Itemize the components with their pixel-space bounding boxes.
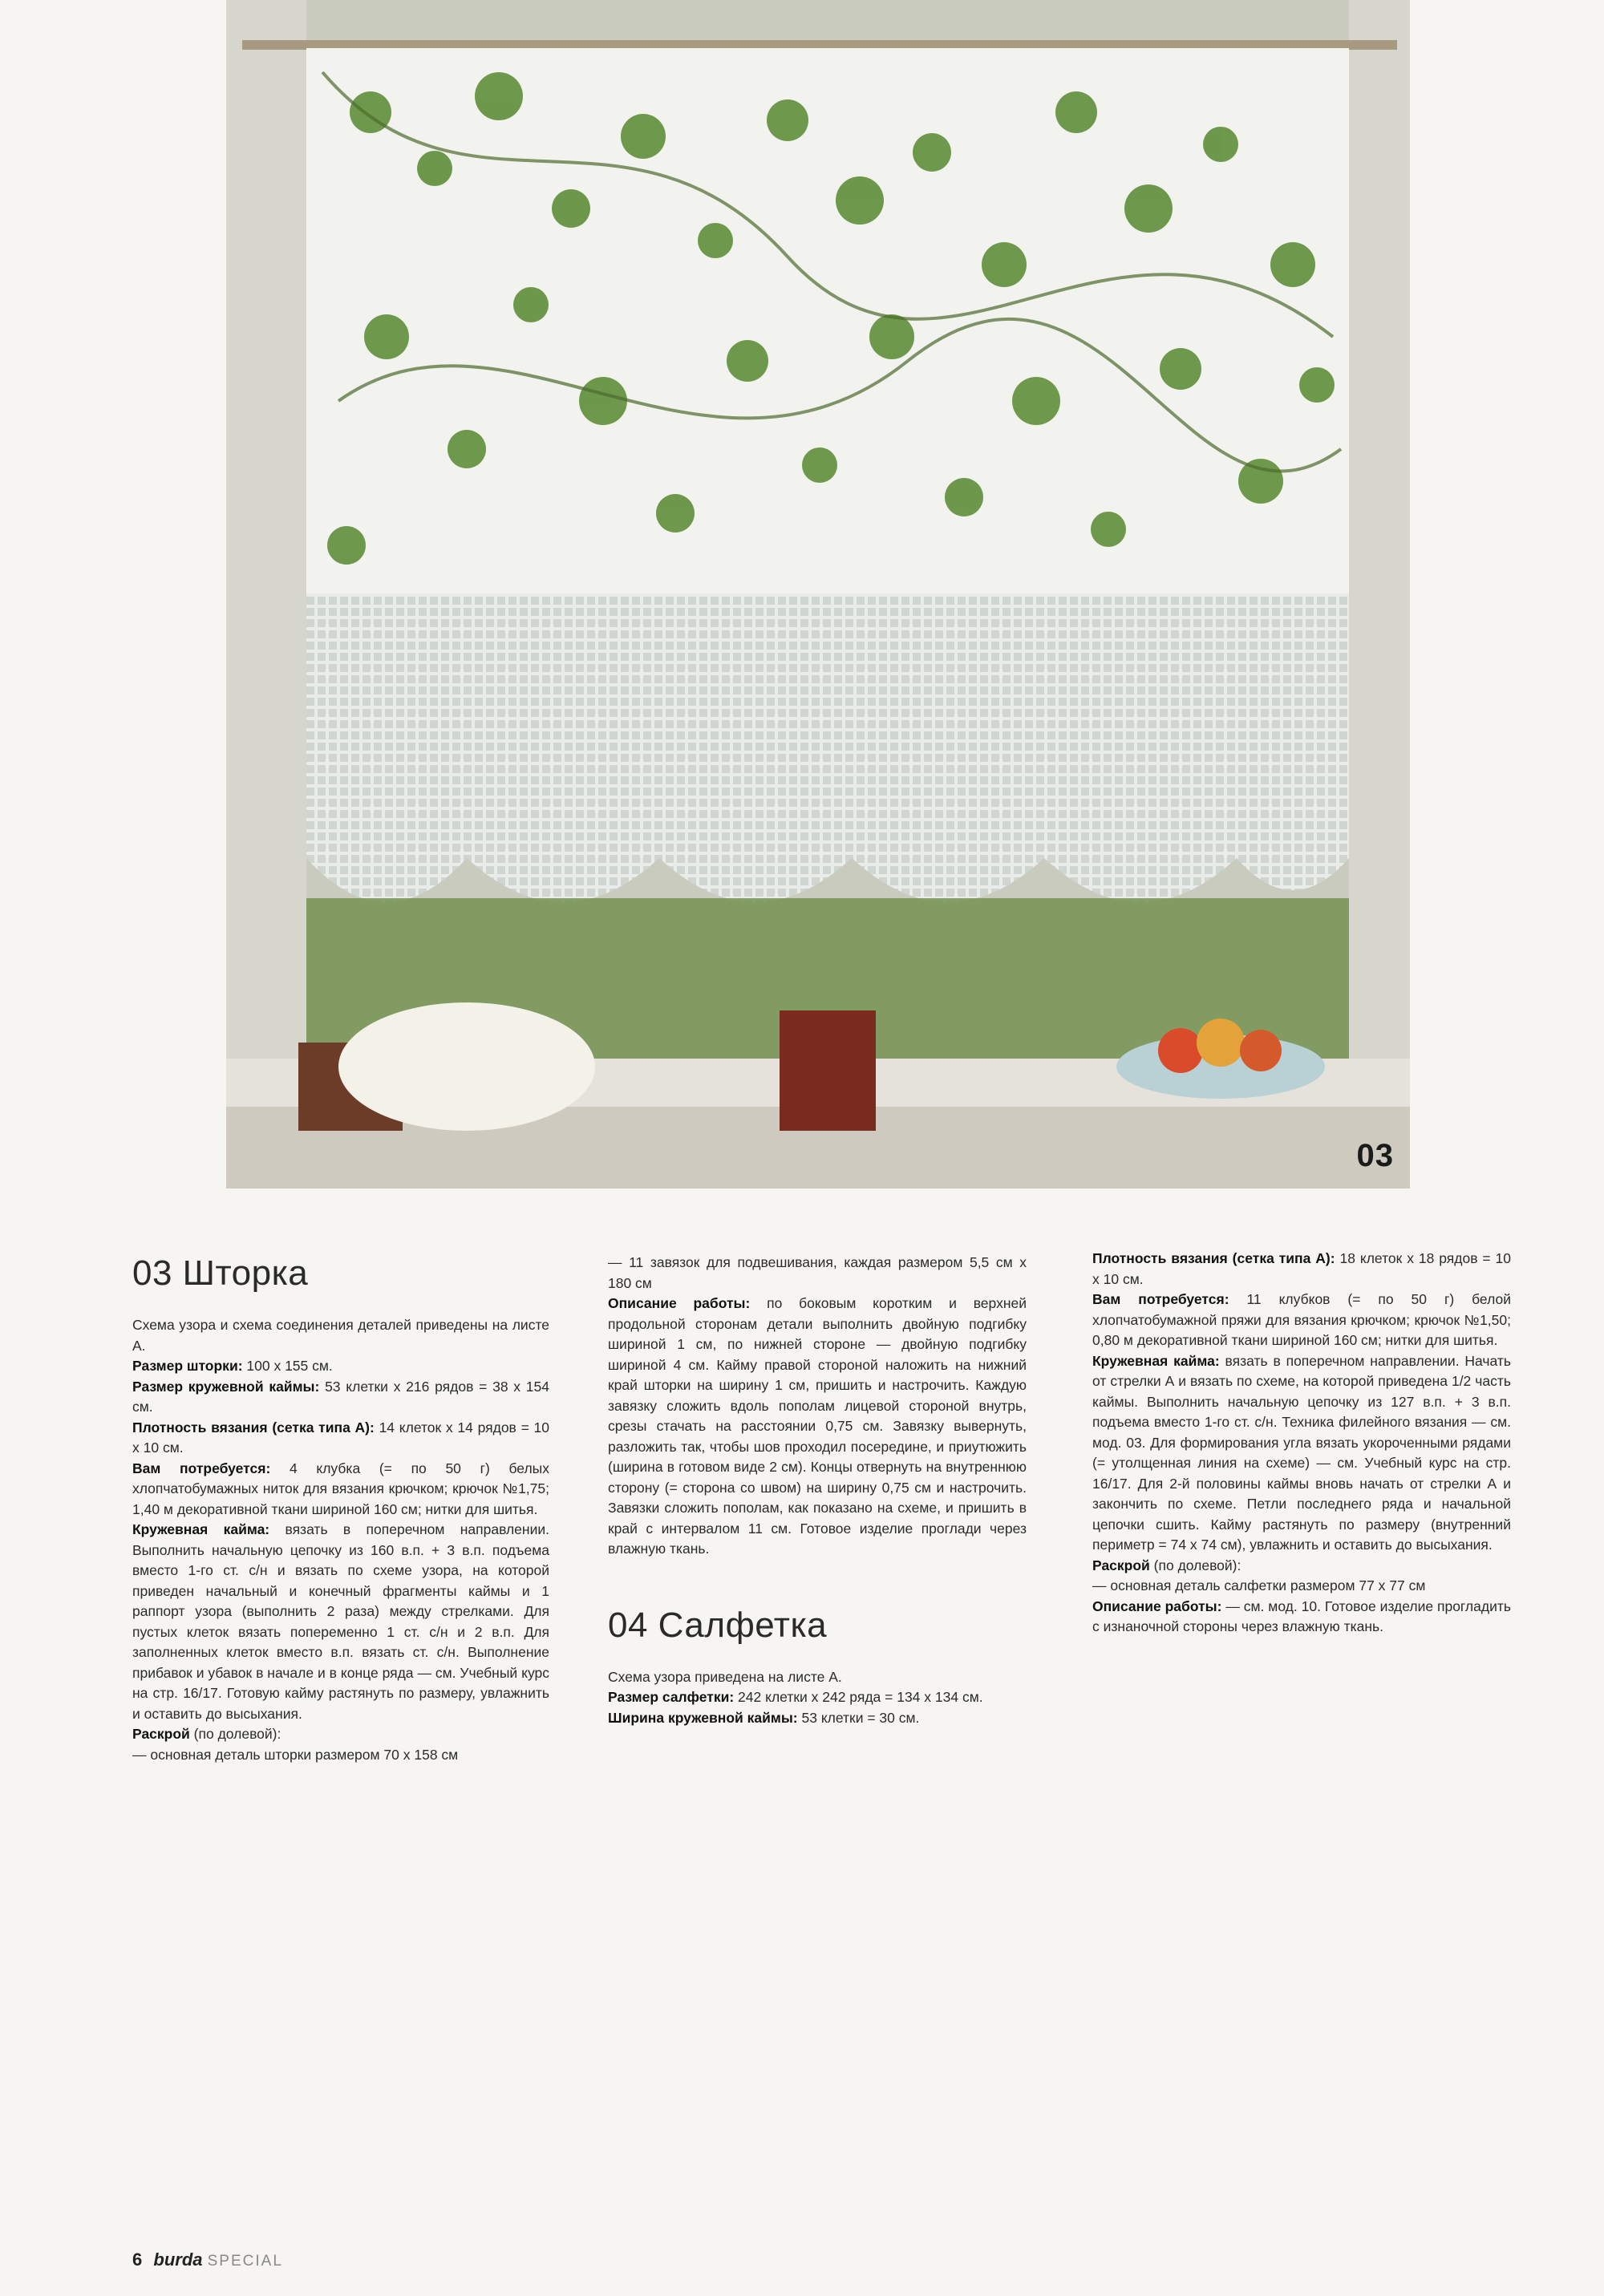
- paragraph-heading: Размер шторки:: [132, 1358, 243, 1374]
- column-1-body: [132, 1315, 549, 1765]
- paragraph-heading: Вам потребуется:: [132, 1460, 271, 1476]
- paragraph-text: 53 клетки х 216 рядов = 38 х 154 см.: [132, 1378, 549, 1415]
- paragraph-heading: Раскрой: [132, 1726, 190, 1742]
- brand-special: SPECIAL: [207, 2253, 283, 2270]
- paragraph-text: 100 х 155 см.: [242, 1358, 333, 1374]
- paragraph-text: по боковым коротким и верхней продольной сторонам детали выполнить двойную подгибку шириной 1 см, по нижней стороне — двойную подгибку шириной 4 см. Кайму правой стороной наложить на нижний край шторки на ширину 1 см, пришить и настрочить. Каждую завязку сложить вдоль пополам лицевой стороной внутрь, срезы стачать на расстоянии 0,75 см. Завязку вывернуть, разложить так, чтобы шов проходил посередине, и приутюжить (ширина в готовом виде 2 см). Концы отвернуть на внутреннюю сторону (= сторона со швом) на ширину 0,75 см и настрочить. Завязки сложить пополам, как показано на схеме, и пришить в край с интервалом 11 см. Готовое изделие проглади через влажную ткань.: [608, 1295, 1027, 1557]
- column-2-body-top: [608, 1253, 1027, 1560]
- paragraph-text: (по долевой):: [189, 1726, 282, 1742]
- page-footer: [132, 2249, 283, 2270]
- paragraph-text: — см. мод. 10. Готовое изделие прогладить с изнаночной стороны через влажную ткань.: [1092, 1597, 1511, 1634]
- column-3-body: [1092, 1249, 1511, 1638]
- paragraph-text: вязать в поперечном направлении. Выполнить начальную цепочку из 160 в.п. + 3 в.п. подъема вместо 1-го ст. с/н и вязать по схеме узора, на которой приведен начальный и конечный фрагменты каймы и 1 раппорт узора (выполнить 2 раза) между стрелками. Для пустых клеток вязать попеременно 1 ст. с/н и 2 в.п. Для заполненных клеток вместо в.п. вязать ст. с/н. Выполнение прибавок и убавок в начале и в конце ряда — см. Учебный курс на стр. 16/17. Готовую кайму растянуть по размеру, увлажнить и оставить до высыхания.: [132, 1521, 549, 1722]
- section-title-04: 04 Салфетка: [608, 1605, 828, 1645]
- paragraph: [132, 1377, 549, 1418]
- paragraph: [608, 1253, 1027, 1294]
- paragraph-heading: Кружевная кайма:: [1092, 1352, 1220, 1369]
- paragraph-text: — основная деталь салфетки размером 77 х 77 см: [1092, 1577, 1426, 1593]
- paragraph: [1092, 1576, 1511, 1597]
- brand-logo: burda: [153, 2249, 203, 2270]
- paragraph: [132, 1724, 549, 1745]
- paragraph-heading: Кружевная кайма:: [132, 1521, 270, 1537]
- paragraph-heading: Ширина кружевной каймы:: [608, 1709, 798, 1726]
- column-1: [132, 1251, 549, 1765]
- paragraph: [608, 1687, 1027, 1708]
- paragraph: [1092, 1290, 1511, 1351]
- paragraph-text: 18 клеток х 18 рядов = 10 х 10 см.: [1092, 1250, 1511, 1287]
- paragraph: [132, 1356, 549, 1377]
- curtain-illustration: [226, 0, 1410, 1188]
- column-2: [608, 1253, 1027, 1728]
- paragraph-text: вязать в поперечном направлении. Начать от стрелки А и вязать по схеме, на которой приведена 1/2 часть каймы. Выполнить начальную цепочку из 127 в.п. + 3 в.п. подъема вместо 1-го ст. с/н. Техника филейного вязания — см. мод. 03. Для формирования угла вязать укороченными рядами (= утолщенная линия на схеме) — см. Учебный курс на стр. 16/17. Для 2-й половины каймы вновь начать от стрелки А и закончить по схеме. Петли последнего ряда и начальной цепочки сшить. Кайму растянуть по размеру (внутренний периметр = 74 х 74 см), увлажнить и оставить до высыхания.: [1092, 1352, 1511, 1553]
- paragraph-heading: Плотность вязания (сетка типа А):: [1092, 1250, 1335, 1266]
- paragraph-text: — 11 завязок для подвешивания, каждая размером 5,5 см х 180 см: [608, 1254, 1027, 1291]
- paragraph-text: (по долевой):: [1149, 1557, 1241, 1573]
- paragraph-heading: Размер кружевной каймы:: [132, 1378, 320, 1395]
- paragraph: [132, 1418, 549, 1459]
- paragraph-heading: Размер салфетки:: [608, 1689, 735, 1705]
- paragraph: [1092, 1249, 1511, 1290]
- curtain-photo: [226, 0, 1410, 1188]
- paragraph-heading: Вам потребуется:: [1092, 1291, 1229, 1307]
- paragraph-heading: Описание работы:: [608, 1295, 751, 1311]
- paragraph: [1092, 1597, 1511, 1638]
- paragraph-heading: Раскрой: [1092, 1557, 1150, 1573]
- column-3: [1092, 1249, 1511, 1638]
- page-number: 6: [132, 2249, 143, 2270]
- paragraph: [608, 1294, 1027, 1560]
- paragraph-heading: Плотность вязания (сетка типа А):: [132, 1419, 375, 1436]
- paragraph-text: 14 клеток х 14 рядов = 10 х 10 см.: [132, 1419, 550, 1456]
- paragraph: [608, 1667, 1027, 1688]
- photo-model-number: 03: [1356, 1138, 1394, 1173]
- paragraph-text: — основная деталь шторки размером 70 х 158 см: [132, 1746, 459, 1763]
- paragraph: [1092, 1556, 1511, 1577]
- column-2-body-bottom: [608, 1667, 1027, 1729]
- paragraph-text: 11 клубков (= по 50 г) белой хлопчатобумажной пряжи для вязания крючком; крючок №1,50; 0,80 м декоративной ткани шириной 160 см; нитки для шитья.: [1092, 1291, 1511, 1348]
- paragraph: [132, 1315, 549, 1356]
- paragraph-text: 53 клетки = 30 см.: [797, 1709, 920, 1726]
- paragraph-text: 4 клубка (= по 50 г) белых хлопчатобумажных ниток для вязания крючком; крючок №1,75; 1,40 м декоративной ткани шириной 160 см; нитки для шитья.: [132, 1460, 549, 1517]
- paragraph: [132, 1745, 549, 1766]
- paragraph: [132, 1520, 549, 1724]
- paragraph-heading: Описание работы:: [1092, 1597, 1222, 1614]
- paragraph-text: Схема узора приведена на листе А.: [608, 1668, 842, 1685]
- paragraph: [132, 1459, 549, 1521]
- paragraph-text: Схема узора и схема соединения деталей приведены на листе А.: [132, 1317, 549, 1354]
- section-title-03: 03 Шторка: [132, 1253, 309, 1293]
- paragraph-text: 242 клетки х 242 ряда = 134 х 134 см.: [734, 1689, 983, 1705]
- paragraph: [1092, 1351, 1511, 1556]
- paragraph: [608, 1708, 1027, 1729]
